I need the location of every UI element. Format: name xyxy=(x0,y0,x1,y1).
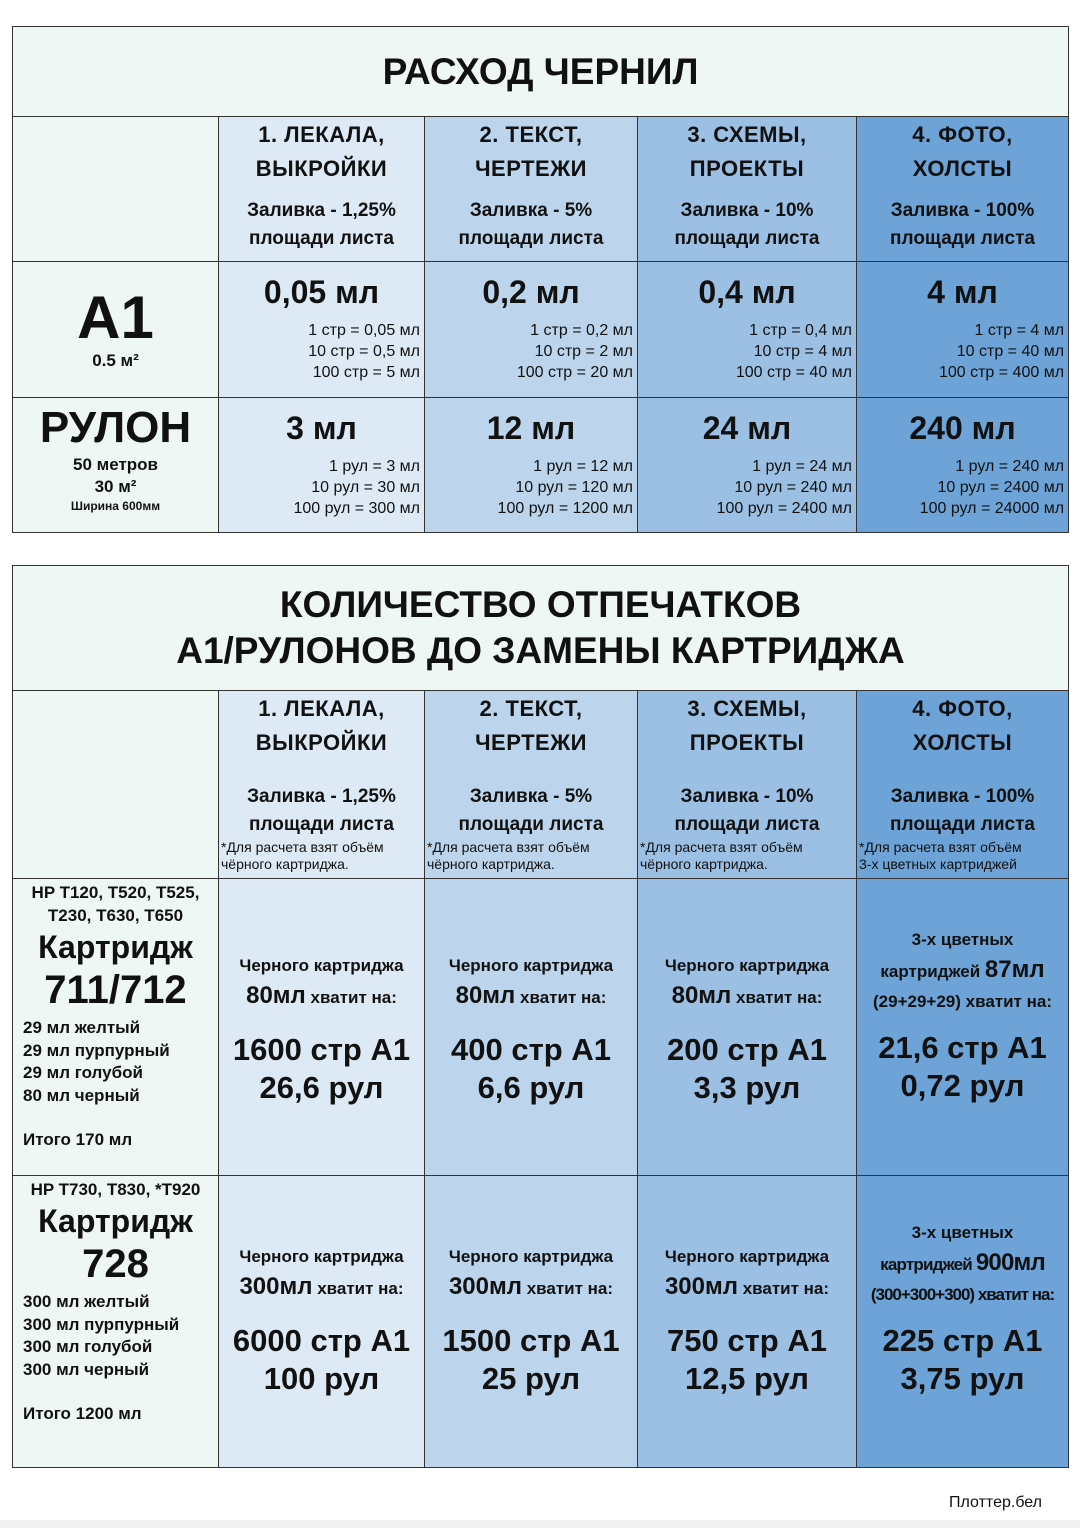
fill-line: площади листа xyxy=(674,228,820,249)
cartridge-color: 300 мл голубой xyxy=(23,1337,153,1356)
yield-source: 3-х цветных xyxy=(911,1223,1014,1242)
yield-volume: 900мл xyxy=(975,1249,1045,1276)
yield-prefix: картриджей xyxy=(880,1255,976,1274)
yield-volume: 80мл xyxy=(246,982,306,1009)
yield-source: Черного картриджа xyxy=(664,1247,830,1266)
ink-amount: 0,2 мл xyxy=(482,274,580,310)
cartridge-total: Итого 170 мл xyxy=(23,1130,133,1149)
yield-volume: 80мл xyxy=(455,982,516,1009)
fill-line: Заливка - 1,25% xyxy=(247,786,396,807)
cartridge-color: 300 мл черный xyxy=(23,1359,150,1379)
yield-volume: 300мл xyxy=(448,1273,522,1300)
yield-rolls: 100 рул xyxy=(263,1361,380,1396)
fill-line: площади листа xyxy=(674,814,820,835)
column-note: *Для расчета взят объём xyxy=(640,839,803,855)
yield-pages: 400 стр А1 xyxy=(451,1032,611,1067)
ink-line: 10 стр = 0,5 мл xyxy=(308,343,420,360)
yield-cell xyxy=(638,1176,857,1468)
category-line: ХОЛСТЫ xyxy=(912,730,1013,755)
column-note: *Для расчета взят объём xyxy=(427,839,590,855)
yield-pages: 200 стр А1 xyxy=(667,1032,827,1067)
yield-prefix: картриджей xyxy=(880,962,985,981)
column-header xyxy=(219,691,425,879)
cartridge-total: Итого 1200 мл xyxy=(23,1404,142,1423)
category-line: 3. СХЕМЫ, xyxy=(687,696,807,721)
rulon-width: Ширина 600мм xyxy=(70,499,161,513)
category-line: 1. ЛЕКАЛА, xyxy=(258,122,385,147)
fill-line: Заливка - 5% xyxy=(469,200,593,221)
yield-volume: 80мл xyxy=(671,982,732,1009)
rulon-label: РУЛОН xyxy=(39,403,192,452)
yield-cell xyxy=(638,879,857,1176)
ink-line: 100 стр = 40 мл xyxy=(735,364,852,381)
ink-line: 100 стр = 400 мл xyxy=(938,364,1065,381)
ink-cell xyxy=(857,398,1069,533)
rulon-area: 30 м² xyxy=(94,477,137,496)
ink-line: 100 стр = 5 мл xyxy=(312,364,420,381)
ink-line: 100 рул = 300 мл xyxy=(293,500,420,517)
fill-line: площади листа xyxy=(458,814,604,835)
yield-suffix: хватит на: xyxy=(731,988,823,1007)
ink-amount: 12 мл xyxy=(486,410,576,446)
cartridge-cell xyxy=(13,1176,219,1468)
ink-line: 1 рул = 3 мл xyxy=(329,458,420,475)
yield-rolls: 12,5 рул xyxy=(685,1361,809,1396)
ink-line: 100 рул = 1200 мл xyxy=(497,500,633,517)
row-label-rulon xyxy=(13,398,219,533)
ink-amount: 0,4 мл xyxy=(698,274,796,310)
fill-line: Заливка - 100% xyxy=(890,786,1035,807)
fill-line: площади листа xyxy=(249,814,394,835)
ink-cell xyxy=(425,398,638,533)
header-corner xyxy=(13,117,219,262)
ink-amount: 3 мл xyxy=(286,410,357,446)
column-note: чёрного картриджа. xyxy=(427,856,555,872)
category-line: ВЫКРОЙКИ xyxy=(255,156,388,181)
column-header xyxy=(425,117,638,262)
ink-cell xyxy=(638,262,857,398)
cartridge-color: 29 мл желтый xyxy=(23,1018,141,1037)
a1-label: А1 xyxy=(77,284,154,351)
yield-suffix: хватит на: xyxy=(305,988,397,1007)
ink-line: 10 стр = 2 мл xyxy=(534,343,633,360)
column-note: *Для расчета взят объём xyxy=(221,839,384,855)
prints-count-title-cell xyxy=(13,566,1069,691)
fill-line: Заливка - 1,25% xyxy=(247,200,396,221)
yield-rolls: 6,6 рул xyxy=(477,1070,585,1105)
ink-cell xyxy=(638,398,857,533)
row-label-a1 xyxy=(13,262,219,398)
yield-source: Черного картриджа xyxy=(239,956,404,975)
yield-suffix: хватит на: xyxy=(515,988,607,1007)
ink-line: 100 рул = 24000 мл xyxy=(919,500,1065,517)
header-corner xyxy=(13,691,219,879)
ink-cell xyxy=(425,262,638,398)
ink-cell xyxy=(857,262,1069,398)
ink-amount: 4 мл xyxy=(927,274,998,310)
printer-models: T230, T630, T650 xyxy=(47,906,184,925)
fill-line: площади листа xyxy=(458,228,604,249)
fill-line: площади листа xyxy=(890,228,1035,249)
prints-count-table xyxy=(12,565,1069,1468)
ink-line: 1 рул = 12 мл xyxy=(533,458,633,475)
ink-amount: 240 мл xyxy=(909,410,1016,446)
column-header xyxy=(857,117,1069,262)
category-line: 4. ФОТО, xyxy=(912,122,1013,147)
bottom-divider xyxy=(0,1520,1080,1528)
fill-line: Заливка - 10% xyxy=(680,200,814,221)
cartridge-number: 728 xyxy=(82,1242,149,1286)
column-header xyxy=(425,691,638,879)
category-line: ПРОЕКТЫ xyxy=(689,730,805,755)
ink-line: 1 рул = 24 мл xyxy=(752,458,852,475)
cartridge-color: 29 мл голубой xyxy=(23,1063,143,1082)
column-note: 3-х цветных картриджей xyxy=(859,856,1017,872)
ink-line: 100 рул = 2400 мл xyxy=(716,500,852,517)
category-line: ПРОЕКТЫ xyxy=(689,156,805,181)
cartridge-color: 300 мл пурпурный xyxy=(23,1314,180,1334)
ink-line: 1 стр = 0,2 мл xyxy=(530,322,633,339)
cartridge-label: Картридж xyxy=(38,929,193,965)
yield-rolls: 25 рул xyxy=(481,1361,581,1396)
yield-cell xyxy=(425,1176,638,1468)
ink-amount: 0,05 мл xyxy=(263,274,380,310)
ink-line: 10 стр = 40 мл xyxy=(956,343,1065,360)
yield-volume: 300мл xyxy=(239,1273,313,1300)
category-line: 4. ФОТО, xyxy=(912,696,1013,721)
rulon-length: 50 метров xyxy=(73,455,158,474)
column-header xyxy=(857,691,1069,879)
yield-cell xyxy=(857,879,1069,1176)
ink-line: 1 рул = 240 мл xyxy=(955,458,1065,475)
yield-breakdown: (29+29+29) хватит на: xyxy=(873,992,1052,1011)
column-note: чёрного картриджа. xyxy=(640,856,768,872)
category-line: ЧЕРТЕЖИ xyxy=(475,730,587,755)
yield-volume: 300мл xyxy=(664,1273,738,1300)
cartridge-number: 711/712 xyxy=(44,968,187,1012)
ink-line: 10 стр = 4 мл xyxy=(753,343,852,360)
yield-cell xyxy=(219,879,425,1176)
yield-breakdown: (300+300+300) хватит на: xyxy=(870,1285,1055,1304)
ink-consumption-title-cell xyxy=(13,27,1069,117)
cartridge-color: 29 мл пурпурный xyxy=(23,1040,170,1060)
ink-consumption-title: РАСХОД ЧЕРНИЛ xyxy=(382,51,699,92)
column-header xyxy=(638,691,857,879)
yield-suffix: хватит на: xyxy=(312,1279,404,1298)
yield-pages: 225 стр А1 xyxy=(882,1323,1043,1358)
fill-line: площади листа xyxy=(249,228,394,249)
column-header xyxy=(219,117,425,262)
prints-count-title-line2: А1/РУЛОНОВ ДО ЗАМЕНЫ КАРТРИДЖА xyxy=(176,630,905,671)
cartridge-color: 300 мл желтый xyxy=(23,1292,150,1311)
printer-models: HP T120, T520, T525, xyxy=(31,883,200,902)
fill-line: Заливка - 100% xyxy=(890,200,1035,221)
yield-cell xyxy=(857,1176,1069,1468)
yield-suffix: хватит на: xyxy=(737,1279,830,1298)
category-line: ХОЛСТЫ xyxy=(912,156,1013,181)
ink-line: 1 стр = 0,05 мл xyxy=(308,322,420,339)
yield-pages: 21,6 стр А1 xyxy=(878,1030,1047,1065)
yield-source: Черного картриджа xyxy=(239,1247,404,1266)
ink-amount: 24 мл xyxy=(702,410,792,446)
yield-volume: 87мл xyxy=(984,956,1045,983)
ink-line: 1 стр = 0,4 мл xyxy=(749,322,852,339)
fill-line: Заливка - 10% xyxy=(680,786,814,807)
category-line: ЧЕРТЕЖИ xyxy=(475,156,587,181)
ink-line: 10 рул = 240 мл xyxy=(734,479,852,496)
ink-cell xyxy=(219,262,425,398)
yield-source: Черного картриджа xyxy=(664,956,830,975)
yield-cell xyxy=(219,1176,425,1468)
ink-line: 1 стр = 4 мл xyxy=(974,322,1065,339)
column-note: чёрного картриджа. xyxy=(221,856,349,872)
ink-line: 100 стр = 20 мл xyxy=(516,364,633,381)
yield-pages: 750 стр А1 xyxy=(667,1323,827,1358)
ink-consumption-table xyxy=(12,26,1069,533)
yield-pages: 6000 стр А1 xyxy=(232,1323,411,1358)
category-line: ВЫКРОЙКИ xyxy=(255,730,388,755)
fill-line: площади листа xyxy=(890,814,1035,835)
cartridge-color: 80 мл черный xyxy=(23,1085,140,1105)
yield-pages: 1500 стр А1 xyxy=(442,1323,620,1358)
yield-rolls: 3,3 рул xyxy=(693,1070,801,1105)
cartridge-label: Картридж xyxy=(38,1203,193,1239)
yield-suffix: хватит на: xyxy=(521,1279,614,1298)
ink-line: 10 рул = 2400 мл xyxy=(937,479,1065,496)
yield-rolls: 0,72 рул xyxy=(900,1068,1025,1103)
cartridge-cell xyxy=(13,879,219,1176)
fill-line: Заливка - 5% xyxy=(469,786,593,807)
ink-cell xyxy=(219,398,425,533)
column-note: *Для расчета взят объём xyxy=(859,839,1022,855)
category-line: 1. ЛЕКАЛА, xyxy=(258,696,385,721)
column-header xyxy=(638,117,857,262)
category-line: 3. СХЕМЫ, xyxy=(687,122,807,147)
prints-count-title-line1: КОЛИЧЕСТВО ОТПЕЧАТКОВ xyxy=(279,584,802,625)
category-line: 2. ТЕКСТ, xyxy=(479,696,583,721)
yield-rolls: 3,75 рул xyxy=(900,1361,1025,1396)
ink-line: 10 рул = 120 мл xyxy=(515,479,633,496)
yield-source: Черного картриджа xyxy=(448,956,614,975)
yield-rolls: 26,6 рул xyxy=(259,1070,384,1105)
yield-source: Черного картриджа xyxy=(448,1247,614,1266)
printer-models: HP T730, T830, *T920 xyxy=(30,1180,201,1199)
yield-pages: 1600 стр А1 xyxy=(232,1032,411,1067)
a1-area: 0.5 м² xyxy=(92,351,139,370)
yield-cell xyxy=(425,879,638,1176)
ink-line: 10 рул = 30 мл xyxy=(311,479,420,496)
site-footer: Плоттер.бел xyxy=(949,1494,1042,1511)
yield-source: 3-х цветных xyxy=(911,930,1014,949)
category-line: 2. ТЕКСТ, xyxy=(479,122,583,147)
